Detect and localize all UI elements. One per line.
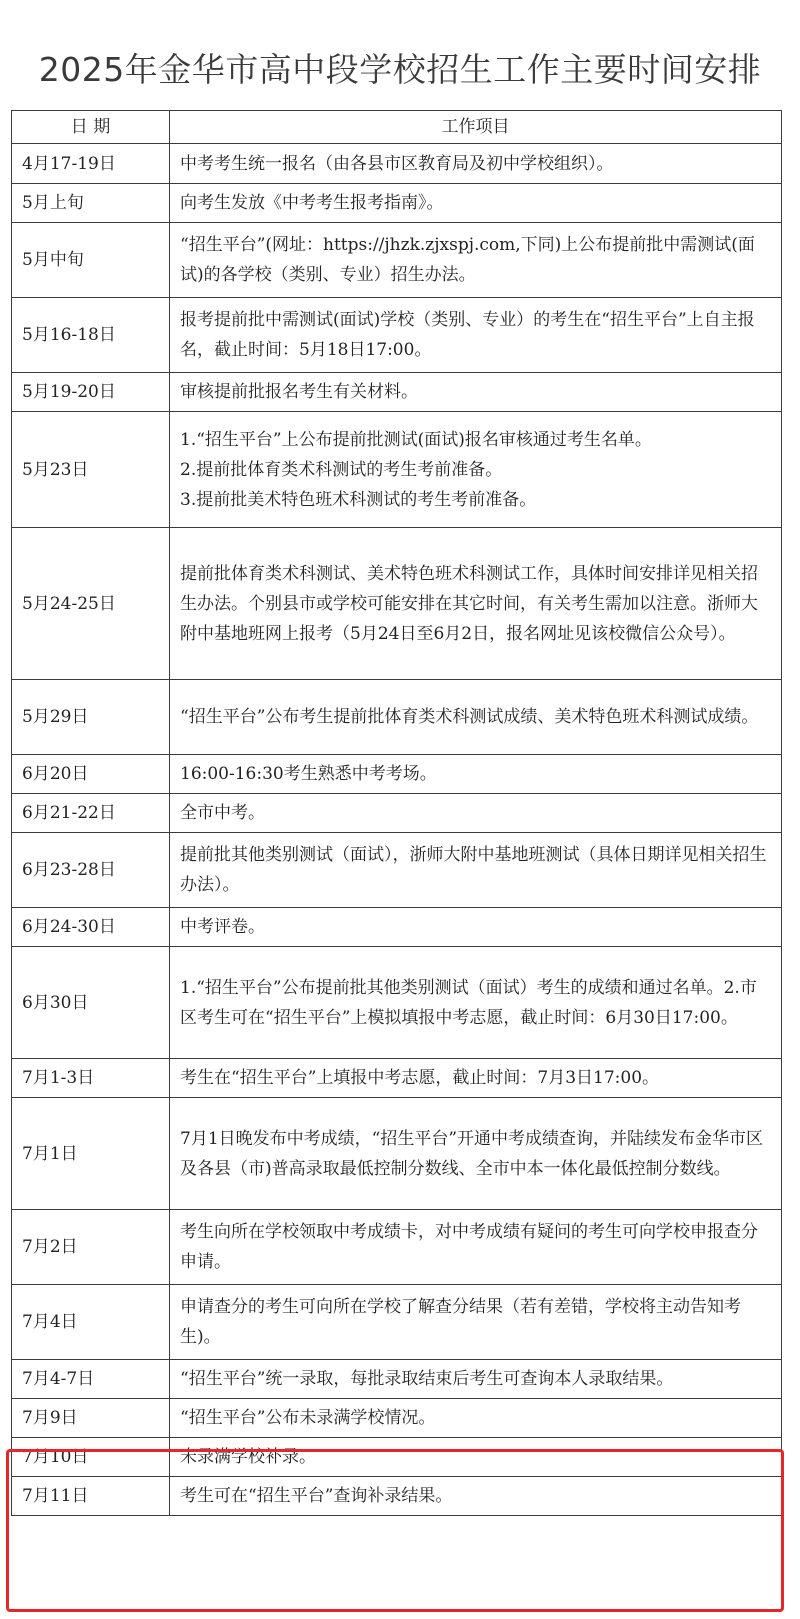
table-row [12,794,782,833]
row-date: 5月29日 [12,680,170,755]
row-date: 5月上旬 [12,184,170,223]
row-item: 中考考生统一报名（由各县市区教育局及初中学校组织）。 [170,144,782,184]
table-row [12,908,782,947]
row-item: “招生平台”(网址：https://jhzk.zjxspj.com,下同)上公布提前批中需测试(面试)的各学校（类别、专业）招生办法。 [170,223,782,298]
row-item: 提前批其他类别测试（面试），浙师大附中基地班测试（具体日期详见相关招生办法）。 [170,833,782,908]
table-row [12,223,782,298]
row-item: “招生平台”统一录取，每批录取结束后考生可查询本人录取结果。 [170,1360,782,1399]
table-row [12,1059,782,1098]
table-row [12,144,782,184]
row-date: 5月中旬 [12,223,170,298]
row-date: 5月23日 [12,412,170,528]
row-date: 7月4日 [12,1285,170,1360]
row-date: 5月16-18日 [12,298,170,373]
row-date: 6月23-28日 [12,833,170,908]
row-item: 考生向所在学校领取中考成绩卡，对中考成绩有疑问的考生可向学校申报查分申请。 [170,1210,782,1285]
row-item: 向考生发放《中考考生报考指南》。 [170,184,782,223]
row-item: “招生平台”公布未录满学校情况。 [170,1399,782,1438]
row-date: 7月11日 [12,1477,170,1516]
row-date: 7月1-3日 [12,1059,170,1098]
table-row [12,1477,782,1516]
header-item: 工作项目 [170,111,782,144]
row-date: 6月20日 [12,755,170,794]
row-item: 报考提前批中需测试(面试)学校（类别、专业）的考生在“招生平台”上自主报名，截止时间：5月18日17:00。 [170,298,782,373]
table-row [12,947,782,1059]
schedule-table [11,110,782,1516]
row-item: 考生在“招生平台”上填报中考志愿，截止时间：7月3日17:00。 [170,1059,782,1098]
row-date: 6月24-30日 [12,908,170,947]
table-row [12,528,782,680]
table-row [12,833,782,908]
table-row [12,1285,782,1360]
row-date: 5月24-25日 [12,528,170,680]
row-date: 4月17-19日 [12,144,170,184]
row-date: 5月19-20日 [12,373,170,412]
table-row [12,1399,782,1438]
row-item: 考生可在“招生平台”查询补录结果。 [170,1477,782,1516]
table-row [12,373,782,412]
table-row [12,1438,782,1477]
table-row [12,184,782,223]
row-item: 7月1日晚发布中考成绩，“招生平台”开通中考成绩查询，并陆续发布金华市区及各县（市)普高录取最低控制分数线、全市中本一体化最低控制分数线。 [170,1098,782,1210]
table-row [12,680,782,755]
row-item: 申请查分的考生可向所在学校了解查分结果（若有差错，学校将主动告知考生)。 [170,1285,782,1360]
row-date: 7月10日 [12,1438,170,1477]
row-item: 1.“招生平台”公布提前批其他类别测试（面试）考生的成绩和通过名单。2.市区考生可在“招生平台”上模拟填报中考志愿，截止时间：6月30日17:00。 [170,947,782,1059]
row-item: 未录满学校补录。 [170,1438,782,1477]
row-date: 7月2日 [12,1210,170,1285]
row-item: 1.“招生平台”上公布提前批测试(面试)报名审核通过考生名单。 2.提前批体育类术科测试的考生考前准备。 3.提前批美术特色班术科测试的考生考前准备。 [170,412,782,528]
row-date: 6月30日 [12,947,170,1059]
row-date: 7月9日 [12,1399,170,1438]
row-item: “招生平台”公布考生提前批体育类术科测试成绩、美术特色班术科测试成绩。 [170,680,782,755]
row-item: 审核提前批报名考生有关材料。 [170,373,782,412]
row-item: 全市中考。 [170,794,782,833]
row-item: 中考评卷。 [170,908,782,947]
table-row [12,412,782,528]
table-row [12,1360,782,1399]
table-header-row [12,111,782,144]
page-title: 2025年金华市高中段学校招生工作主要时间安排 [38,50,762,89]
table-row [12,755,782,794]
row-date: 7月4-7日 [12,1360,170,1399]
table-row [12,1210,782,1285]
table-row [12,298,782,373]
table-row [12,1098,782,1210]
row-item: 提前批体育类术科测试、美术特色班术科测试工作，具体时间安排详见相关招生办法。个别县市或学校可能安排在其它时间，有关考生需加以注意。浙师大附中基地班网上报考（5月24日至6月2日，报名网址见该校微信公众号）。 [170,528,782,680]
row-item: 16:00-16:30考生熟悉中考考场。 [170,755,782,794]
header-date: 日 期 [12,111,170,144]
row-date: 7月1日 [12,1098,170,1210]
row-date: 6月21-22日 [12,794,170,833]
